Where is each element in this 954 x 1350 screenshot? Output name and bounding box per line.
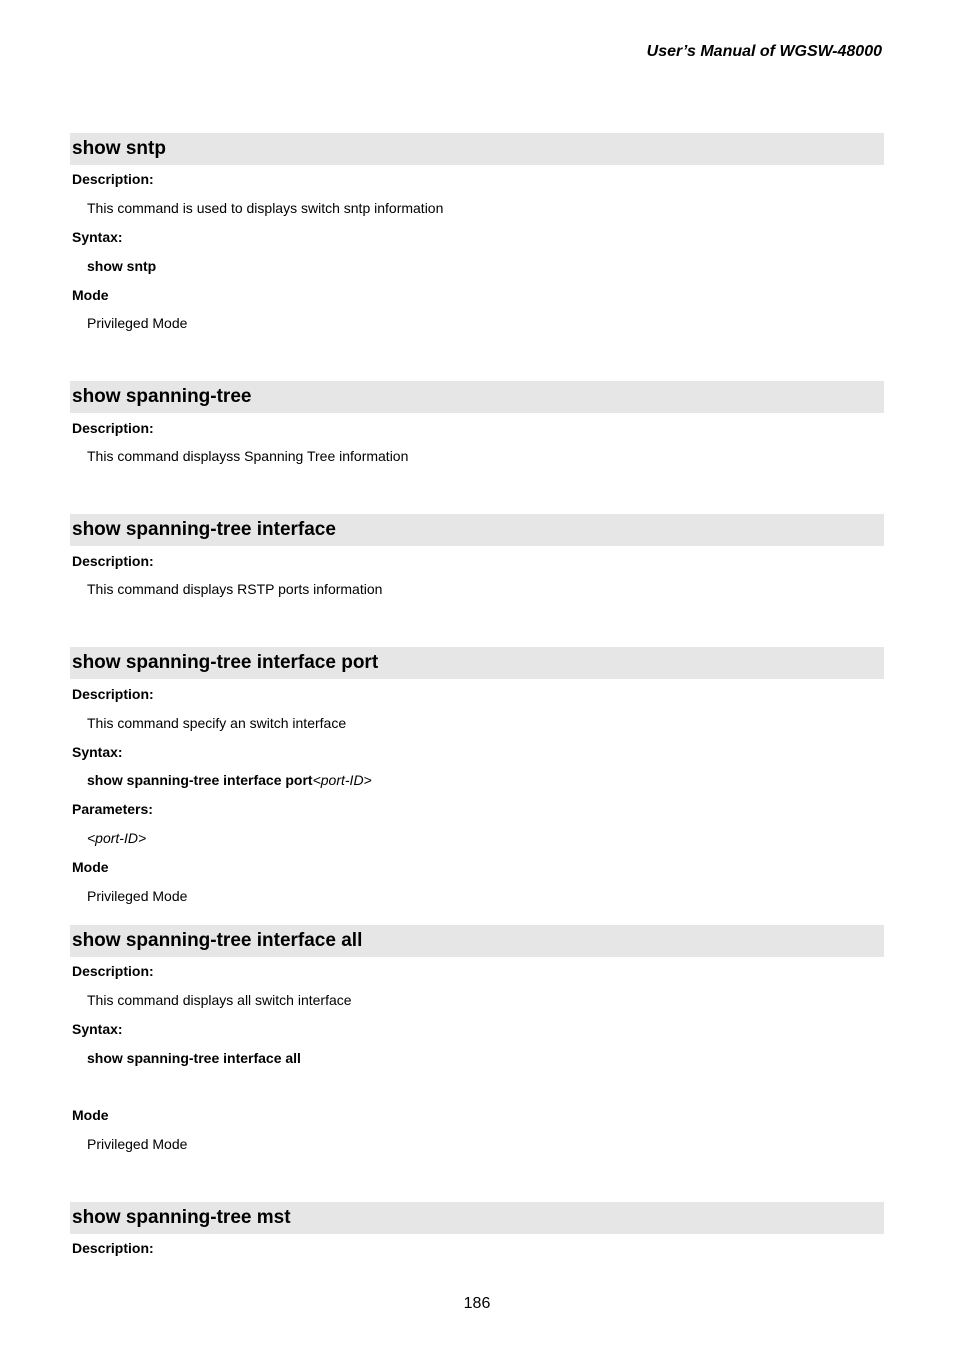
description-text: This command displays RSTP ports information: [87, 581, 383, 597]
syntax-command-text: show spanning-tree interface port: [87, 772, 313, 788]
running-header: User’s Manual of WGSW-48000: [646, 43, 882, 60]
description-label: Description:: [72, 420, 154, 436]
section-title: show spanning-tree interface all: [72, 930, 363, 951]
section-heading-show-spanning-tree-interface-all: [70, 925, 884, 957]
description-text: This command specify an switch interface: [87, 715, 347, 731]
section-heading-show-spanning-tree-mst: [70, 1202, 884, 1234]
mode-text: Privileged Mode: [87, 888, 188, 904]
mode-label: Mode: [72, 859, 109, 875]
description-text: This command is used to displays switch sntp information: [87, 200, 444, 216]
description-label: Description:: [72, 686, 154, 702]
description-label: Description:: [72, 963, 154, 979]
syntax-command: [87, 772, 372, 788]
mode-label: Mode: [72, 1107, 109, 1123]
page-number: 186: [463, 1295, 491, 1312]
section-heading-show-spanning-tree-interface-port: [70, 647, 884, 679]
section-title: show spanning-tree interface port: [72, 652, 379, 673]
section-heading-show-spanning-tree: [70, 381, 884, 413]
description-label: Description:: [72, 553, 154, 569]
section-title: show sntp: [72, 138, 166, 159]
section-title: show spanning-tree interface: [72, 519, 336, 540]
section-heading-show-spanning-tree-interface: [70, 514, 884, 546]
syntax-label: Syntax:: [72, 744, 123, 760]
mode-text: Privileged Mode: [87, 1136, 188, 1152]
description-label: Description:: [72, 1240, 154, 1256]
mode-text: Privileged Mode: [87, 315, 188, 331]
syntax-command: show spanning-tree interface all: [87, 1050, 301, 1066]
description-label: Description:: [72, 171, 154, 187]
syntax-command: show sntp: [87, 258, 157, 274]
parameter-text: <port-ID>: [87, 830, 147, 846]
section-title: show spanning-tree mst: [72, 1207, 291, 1228]
parameters-label: Parameters:: [72, 801, 153, 817]
description-text: This command displayss Spanning Tree information: [87, 448, 409, 464]
section-heading-show-sntp: [70, 133, 884, 165]
mode-label: Mode: [72, 287, 109, 303]
description-text: This command displays all switch interface: [87, 992, 352, 1008]
syntax-label: Syntax:: [72, 229, 123, 245]
syntax-param: <port-ID>: [312, 772, 372, 788]
syntax-label: Syntax:: [72, 1021, 123, 1037]
section-title: show spanning-tree: [72, 386, 252, 407]
